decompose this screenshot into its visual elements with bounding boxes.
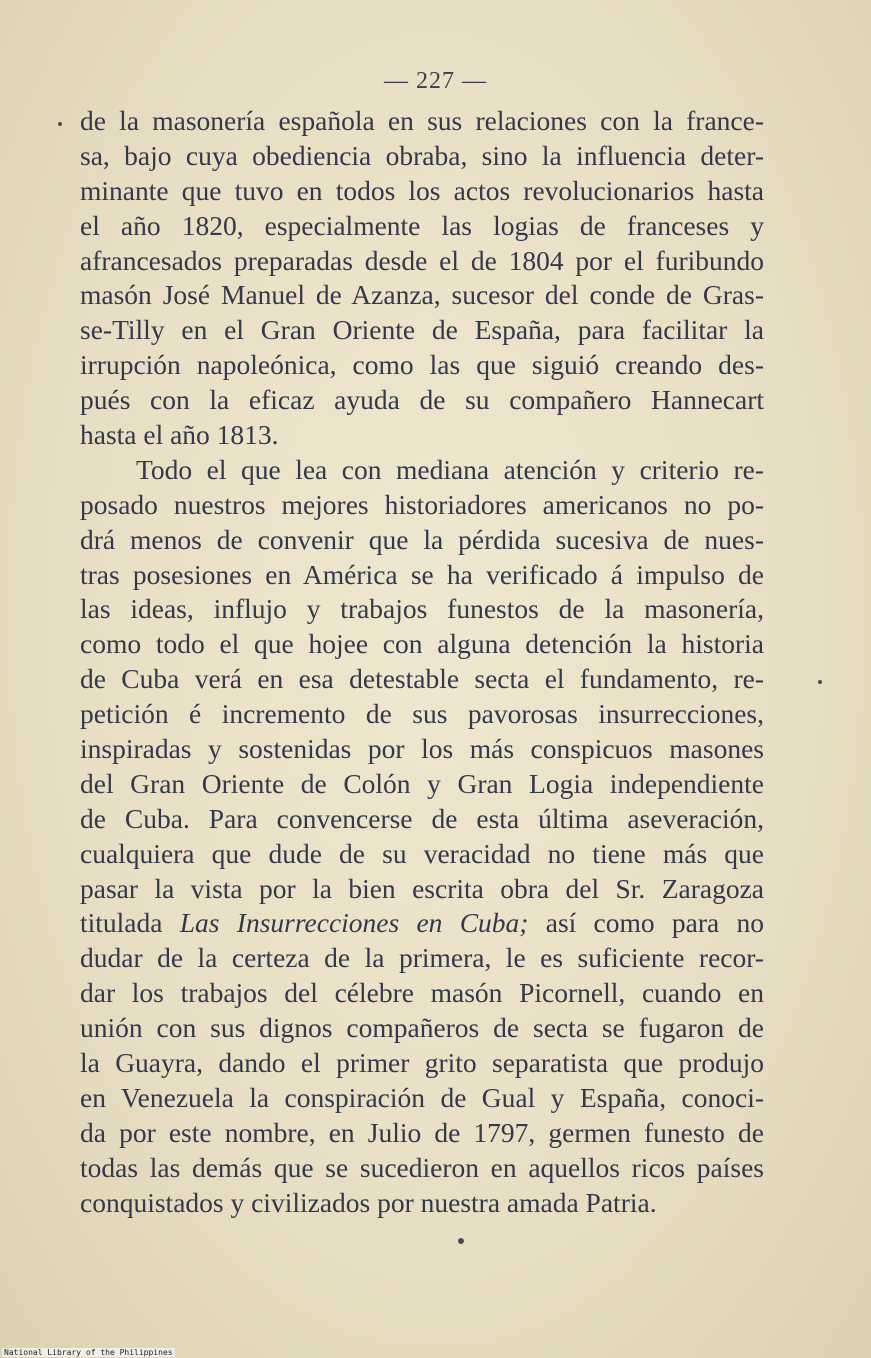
text-line: inspiradas y sostenidas por los más conspicuos masones — [80, 733, 764, 765]
text-line: sa, bajo cuya obediencia obraba, sino la influencia deter- — [80, 139, 764, 171]
text-line: Todo el que lea con mediana atención y criterio re- — [136, 453, 764, 485]
ink-speck — [818, 680, 822, 684]
text-line: la Guayra, dando el primer grito separatista que produjo — [80, 1047, 764, 1079]
text-line: hasta el año 1813. — [80, 419, 279, 451]
text-fragment: titulada — [80, 907, 163, 939]
book-title: Las Insurrecciones en Cuba; — [179, 907, 529, 939]
text-line: del Gran Oriente de Colón y Gran Logia independiente — [80, 767, 764, 799]
text-line: tras posesiones en América se ha verificado á impulso de — [80, 558, 764, 590]
text-line: da por este nombre, en Julio de 1797, germen funesto de — [80, 1116, 764, 1148]
text-line: de Cuba. Para convencerse de esta última aseveración, — [80, 802, 764, 834]
text-line: de Cuba verá en esa detestable secta el fundamento, re- — [80, 663, 764, 695]
text-line: drá menos de convenir que la pérdida sucesiva de nues- — [80, 523, 764, 555]
text-line: cualquiera que dude de su veracidad no tiene más que — [80, 837, 764, 869]
text-line: conquistados y civilizados por nuestra amada Patria. — [80, 1186, 657, 1218]
text-line: minante que tuvo en todos los actos revolucionarios hasta — [80, 174, 764, 206]
text-line: irrupción napoleónica, como las que siguió creando des- — [80, 349, 764, 381]
text-line: todas las demás que se sucedieron en aquellos ricos países — [80, 1151, 764, 1183]
text-line: dudar de la certeza de la primera, le es suficiente recor- — [80, 942, 764, 974]
text-line: posado nuestros mejores historiadores americanos no po- — [80, 488, 764, 520]
text-line: afrancesados preparadas desde el de 1804 por el furibundo — [80, 244, 764, 276]
text-line: masón José Manuel de Azanza, sucesor del conde de Gras- — [80, 279, 764, 311]
body-text — [80, 104, 764, 1221]
ink-speck — [58, 122, 62, 126]
text-line: se-Tilly en el Gran Oriente de España, para facilitar la — [80, 314, 764, 346]
text-line-with-title — [80, 906, 764, 941]
text-line: unión con sus dignos compañeros de secta se fugaron de — [80, 1012, 764, 1044]
text-line: las ideas, influjo y trabajos funestos de la masonería, — [80, 593, 764, 625]
text-line: pués con la eficaz ayuda de su compañero Hannecart — [80, 384, 764, 416]
text-fragment: así como para no — [545, 907, 765, 939]
text-line: petición é incremento de sus pavorosas insurrecciones, — [80, 698, 764, 730]
library-credit: National Library of the Philippines — [4, 1348, 173, 1357]
text-line: de la masonería española en sus relaciones con la france- — [80, 105, 764, 136]
text-line: el año 1820, especialmente las logias de franceses y — [80, 209, 764, 241]
text-line: en Venezuela la conspiración de Gual y España, conoci- — [80, 1081, 764, 1113]
text-line: como todo el que hojee con alguna detención la historia — [80, 628, 764, 660]
text-line: dar los trabajos del célebre masón Picornell, cuando en — [80, 977, 764, 1009]
text-line: pasar la vista por la bien escrita obra del Sr. Zaragoza — [80, 872, 764, 904]
ink-speck — [458, 1238, 464, 1244]
page-number: — 227 — — [384, 68, 487, 94]
